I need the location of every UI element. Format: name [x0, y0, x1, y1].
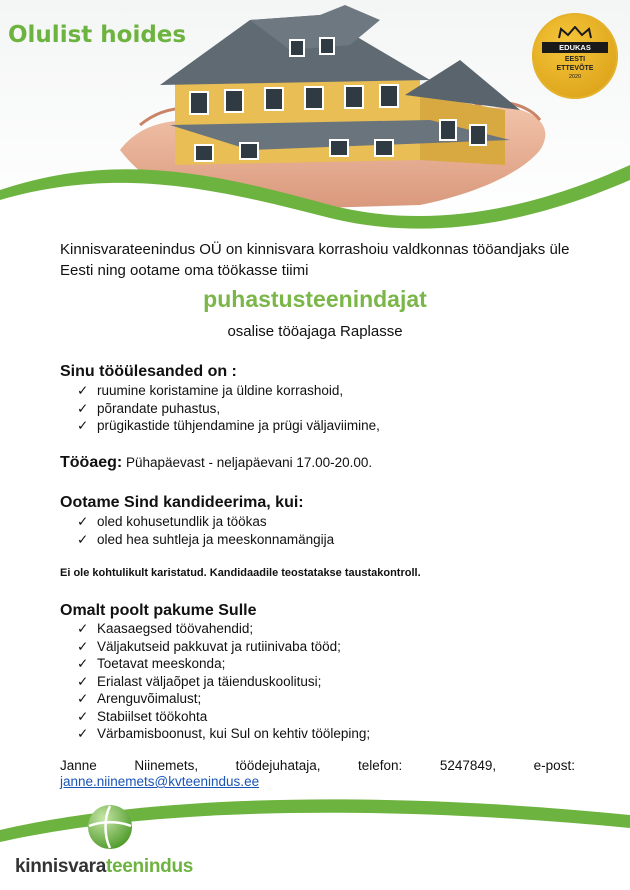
crown-icon — [557, 26, 593, 40]
contact-role: töödejuhataja, — [235, 758, 321, 773]
list-item: ✓ prügikastide tühjendamine ja prügi väljaviimine, — [77, 418, 380, 433]
check-icon: ✓ — [77, 638, 89, 654]
logo-part1: kinnisvara — [15, 856, 106, 877]
list-item: ✓ põrandate puhastus, — [77, 400, 221, 416]
check-icon: ✓ — [77, 514, 89, 529]
list-item: ✓ Väljakutseid pakkuvat ja rutiinivaba tööd; — [77, 638, 341, 654]
requirements-heading: Ootame Sind kandideerima, kui: — [60, 494, 304, 511]
check-icon: ✓ — [77, 726, 89, 741]
duties-list — [77, 382, 380, 435]
check-icon: ✓ — [77, 691, 89, 706]
list-item: ✓ oled hea suhtleja ja meeskonnamängija — [77, 531, 335, 547]
badge-line1: EDUKAS — [542, 42, 608, 53]
logo-part2: teenindus — [106, 856, 194, 877]
list-item: ✓ Stabiilset töökohta — [77, 708, 208, 724]
logo-ball-icon — [87, 804, 133, 850]
list-item: ✓ Toetavat meeskonda; — [77, 656, 226, 671]
background-check-note: Ei ole kohtulikult karistatud. Kandidaadile teostatakse taustakontroll. — [60, 567, 421, 579]
worktime-label: Tööaeg: — [60, 454, 123, 471]
badge-year: 2020 — [568, 74, 582, 80]
job-subtitle: osalise tööajaga Raplasse — [227, 323, 403, 340]
offer-heading: Omalt poolt pakume Sulle — [60, 602, 257, 619]
requirements-list — [77, 513, 334, 548]
check-icon: ✓ — [77, 418, 89, 433]
list-item: ✓ ruumine koristamine ja üldine korrashoid, — [77, 383, 344, 398]
email-link[interactable]: janne.niinemets@kvteenindus.ee — [60, 774, 260, 789]
badge-text — [532, 55, 618, 73]
badge-line3: ETTEVÕTE — [556, 65, 594, 72]
email-label: e-post: — [533, 758, 575, 773]
phone-number: 5247849, — [439, 758, 497, 773]
list-item: ✓ Erialast väljaõpet ja täienduskoolitusi; — [77, 673, 322, 689]
check-icon: ✓ — [77, 673, 89, 689]
company-logo-text — [15, 856, 193, 878]
check-icon: ✓ — [77, 656, 89, 671]
contact-line — [60, 758, 575, 773]
list-item: ✓ Kaasaegsed töövahendid; — [77, 621, 254, 636]
duties-heading: Sinu tööülesanded on : — [60, 363, 237, 380]
phone-label: telefon: — [358, 758, 403, 773]
check-icon: ✓ — [77, 383, 89, 398]
contact-name: Janne — [60, 758, 97, 773]
check-icon: ✓ — [77, 708, 89, 724]
list-item: ✓ Värbamisboonust, kui Sul on kehtiv tööleping; — [77, 726, 371, 741]
hero-banner — [0, 0, 630, 235]
worktime — [60, 454, 372, 472]
list-item: ✓ Arenguvõimalust; — [77, 691, 202, 706]
offer-list — [77, 620, 370, 743]
intro-text: Kinnisvarateenindus OÜ on kinnisvara korrashoiu valdkonnas tööandjaks üle Eesti ning ootame oma töökasse tiimi — [60, 241, 570, 279]
award-badge — [532, 13, 618, 99]
contact-surname: Niinemets, — [134, 758, 199, 773]
check-icon: ✓ — [77, 531, 89, 547]
list-item: ✓ oled kohusetundlik ja töökas — [77, 514, 267, 529]
badge-line2: EESTI — [564, 56, 586, 63]
check-icon: ✓ — [77, 400, 89, 416]
check-icon: ✓ — [77, 621, 89, 636]
worktime-value: Pühapäevast - neljapäevani 17.00-20.00. — [125, 455, 373, 470]
slogan: Olulist hoides — [8, 22, 187, 48]
job-title: puhastusteenindajat — [203, 286, 427, 312]
